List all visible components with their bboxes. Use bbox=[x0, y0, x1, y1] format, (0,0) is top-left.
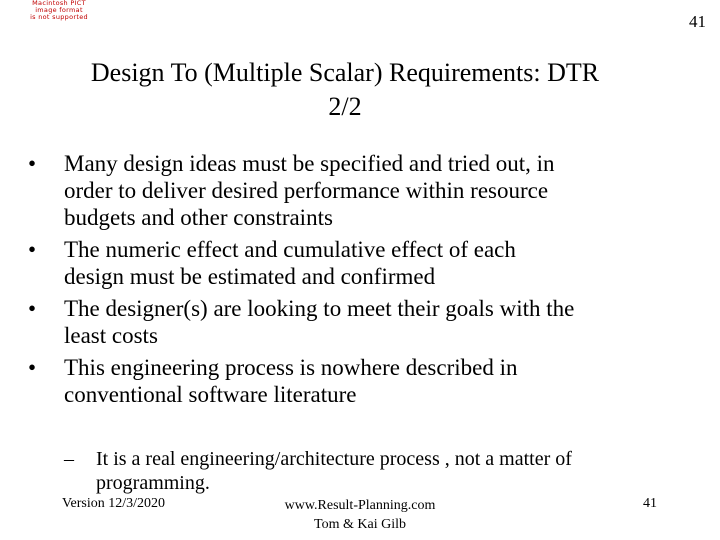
bullet-line: budgets and other constraints bbox=[64, 205, 333, 230]
title-line: Design To (Multiple Scalar) Requirements: DTR bbox=[90, 58, 600, 87]
bullet-item bbox=[28, 150, 708, 231]
bullet-line: least costs bbox=[64, 323, 158, 348]
bullet-item bbox=[28, 295, 708, 349]
footer-authors: Tom & Kai Gilb bbox=[314, 517, 406, 532]
footer-url: www.Result-Planning.com bbox=[284, 498, 436, 513]
sub-bullet-glyph: – bbox=[64, 448, 74, 470]
sub-bullet-line: It is a real engineering/architecture process , not a matter of bbox=[96, 448, 572, 470]
bullet-line: The numeric effect and cumulative effect of each bbox=[64, 237, 516, 262]
bullet-item bbox=[28, 236, 708, 290]
placeholder-line: Macintosh PICT bbox=[32, 0, 86, 7]
bullet-glyph: • bbox=[28, 355, 37, 380]
bullet-line: This engineering process is nowhere described in bbox=[64, 355, 518, 380]
slide-title bbox=[0, 56, 690, 124]
sub-bullet-line: programming. bbox=[96, 472, 210, 494]
bullet-glyph: • bbox=[28, 237, 37, 262]
bullet-line: The designer(s) are looking to meet their goals with the bbox=[64, 296, 575, 321]
sub-bullet-item bbox=[64, 447, 716, 495]
placeholder-line: image format bbox=[35, 6, 83, 14]
bullet-list bbox=[28, 150, 708, 413]
slide-number-top: 41 bbox=[689, 12, 706, 31]
bullet-line: order to deliver desired performance within resource bbox=[64, 178, 549, 203]
bullet-item bbox=[28, 354, 708, 408]
bullet-line: Many design ideas must be specified and tried out, in bbox=[64, 151, 555, 176]
bullet-glyph: • bbox=[28, 151, 37, 176]
placeholder-line: is not supported bbox=[30, 13, 88, 21]
unsupported-image-placeholder bbox=[0, 0, 118, 22]
footer-center bbox=[250, 496, 470, 534]
bullet-line: design must be estimated and confirmed bbox=[64, 264, 436, 289]
title-line: 2/2 bbox=[328, 92, 362, 121]
bullet-glyph: • bbox=[28, 296, 37, 321]
footer-page-number: 41 bbox=[643, 496, 657, 511]
bullet-line: conventional software literature bbox=[64, 382, 357, 407]
footer-version: Version 12/3/2020 bbox=[62, 496, 166, 511]
